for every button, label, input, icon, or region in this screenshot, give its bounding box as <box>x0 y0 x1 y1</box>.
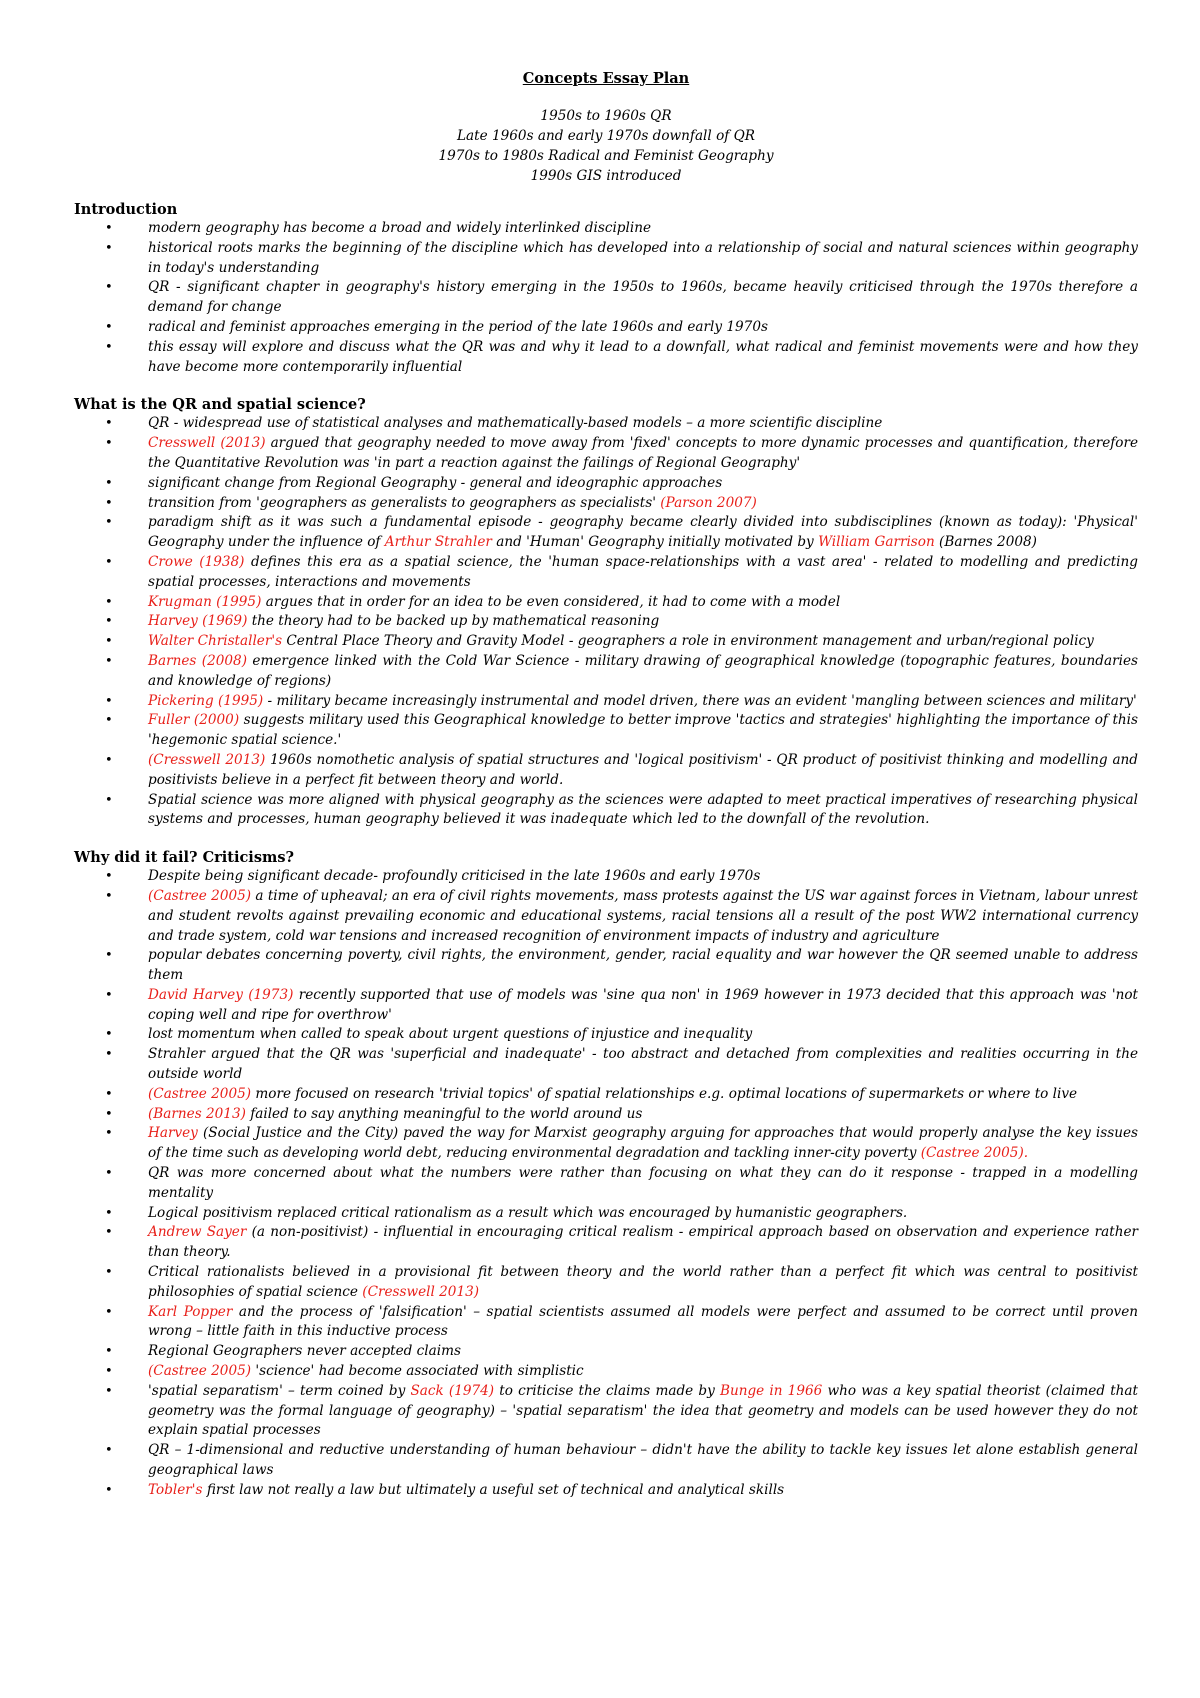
item-text: a time of upheaval; an era of civil rights movements, mass protests against the US war against forces in Vietnam, labour unrest and student revolts against prevailing economic and educational systems, racial tensions all a result of the post WW2 international currency and trade system, cold war tensions and increased recognition of environment impacts of industry and agriculture <box>148 887 1139 944</box>
bullet-icon: • <box>105 693 113 709</box>
item-text: (Social Justice and the City) paved the way for Marxist geography arguing for approaches that would properly analyse the key issues of the time such as developing world debt, reducing environmental degradation and tackling inner-city poverty <box>148 1125 1138 1162</box>
timeline-line: 1950s to 1960s QR <box>540 108 672 124</box>
item-text: recently supported that use of models was 'sine qua non' in 1969 however in 1973 decided that this approach was 'not coping well and ripe for overthrow' <box>148 986 1138 1023</box>
item-text: who was a key spatial theorist (claimed that geometry was the formal language of geography) – 'spatial separatism' the idea that geometry and models can be used however they do not explain spatial processes <box>148 1382 1138 1439</box>
list-item <box>74 887 1138 946</box>
list-item <box>74 1223 1138 1263</box>
bullet-icon: • <box>105 1126 113 1142</box>
bullet-icon: • <box>105 1364 113 1380</box>
list-item <box>74 612 1138 632</box>
list-item <box>74 791 1138 831</box>
list-item <box>74 1025 1138 1045</box>
bullet-icon: • <box>105 1047 113 1063</box>
timeline-line: Late 1960s and early 1970s downfall of QR <box>457 128 755 144</box>
item-text: failed to say anything meaningful to the world around us <box>245 1105 643 1122</box>
list-item <box>74 553 1138 593</box>
list-item <box>74 711 1138 751</box>
list-item <box>74 593 1138 613</box>
bullet-icon: • <box>105 948 113 964</box>
item-text: QR was more concerned about what the numbers were rather than focusing on what they can do it response - trapped in a modelling mentality <box>148 1165 1138 1201</box>
citation-text: Harvey <box>148 1125 198 1142</box>
item-text: popular debates concerning poverty, civil rights, the environment, gender, racial equality and war however the QR seemed unable to address them <box>148 947 1138 984</box>
list-item <box>74 692 1138 712</box>
list-item <box>74 946 1138 986</box>
list-item <box>74 1481 1138 1501</box>
item-text: transition from 'geographers as generalists to geographers as specialists' <box>148 494 661 511</box>
citation-text: Tobler's <box>148 1481 203 1498</box>
bullet-icon: • <box>105 1482 113 1498</box>
bullet-icon: • <box>105 1443 113 1459</box>
list-item <box>74 1342 1138 1362</box>
list-item <box>74 652 1138 692</box>
bullet-icon: • <box>105 280 113 296</box>
item-text: Regional Geographers never accepted claims <box>148 1343 461 1360</box>
list-item <box>74 867 1138 887</box>
bullet-icon: • <box>105 1106 113 1122</box>
citation-text: (Cresswell 2013) <box>362 1283 480 1300</box>
citation-text: Bunge in 1966 <box>719 1382 823 1399</box>
sections-container <box>74 200 1138 1501</box>
item-text: (Barnes 2008) <box>934 534 1037 551</box>
citation-text: (Castree 2005) <box>148 887 252 904</box>
bullet-icon: • <box>105 1344 113 1360</box>
timeline-line: 1970s to 1980s Radical and Feminist Geography <box>438 148 774 164</box>
item-text: Critical rationalists believed in a provisional fit between theory and the world rather than a perfect fit which was central to positivist philosophies of spatial science <box>148 1264 1138 1300</box>
list-item <box>74 986 1138 1026</box>
item-text: this essay will explore and discuss what the QR was and why it lead to a downfall, what radical and feminist movements were and how they have become more contemporarily influential <box>148 338 1138 375</box>
citation-text: (Parson 2007) <box>660 494 757 511</box>
citation-text: Karl Popper <box>148 1303 233 1320</box>
timeline-line: 1990s GIS introduced <box>530 168 682 184</box>
bullet-icon: • <box>105 221 113 236</box>
citation-text: Fuller (2000) <box>148 712 240 729</box>
citation-text: Walter Christaller's <box>148 633 283 650</box>
list-item <box>74 1105 1138 1125</box>
bullet-icon: • <box>105 653 113 669</box>
bullet-icon: • <box>105 1086 113 1102</box>
citation-text: Sack (1974) <box>410 1382 495 1399</box>
citation-text: (Barnes 2013) <box>148 1105 246 1122</box>
item-text: emergence linked with the Cold War Science - military drawing of geographical knowledge (topographic features, boundaries and knowledge of regions) <box>148 652 1138 689</box>
item-text: Central Place Theory and Gravity Model - geographers a role in environment management and urban/regional policy <box>282 633 1094 650</box>
item-text: to criticise the claims made by <box>494 1382 720 1399</box>
item-text: paradigm shift as it was such a fundamental episode - geography became clearly divided into subdisciplines (known as today): 'Physical' Geography under the influence of <box>148 514 1138 551</box>
bullet-list <box>74 219 1138 377</box>
item-text: Logical positivism replaced critical rationalism as a result which was encouraged by humanistic geographers. <box>148 1204 908 1221</box>
section-heading: Introduction <box>74 201 178 218</box>
bullet-icon: • <box>105 319 113 335</box>
item-text: argues that in order for an idea to be even considered, it had to come with a model <box>261 593 841 610</box>
bullet-icon: • <box>105 1304 113 1320</box>
item-text: QR - significant chapter in geography's history emerging in the 1950s to 1960s, became heavily criticised through the 1970s therefore a demand for change <box>148 279 1138 316</box>
list-item <box>74 1362 1138 1382</box>
bullet-icon: • <box>105 515 113 531</box>
item-text: modern geography has become a broad and widely interlinked discipline <box>148 220 651 236</box>
item-text: first law not really a law but ultimately a useful set of technical and analytical skills <box>202 1481 785 1498</box>
item-text: Strahler argued that the QR was 'superficial and inadequate' - too abstract and detached from complexities and realities occurring in the outside world <box>148 1046 1138 1083</box>
bullet-icon: • <box>105 614 113 630</box>
bullet-icon: • <box>105 554 113 570</box>
item-text: and the process of 'falsification' – spatial scientists assumed all models were perfect and assumed to be correct until proven wrong – little faith in this inductive process <box>148 1303 1138 1340</box>
bullet-icon: • <box>105 1166 113 1182</box>
timeline-block <box>74 106 1138 186</box>
item-text: suggests military used this Geographical knowledge to better improve 'tactics and strategies' highlighting the importance of this 'hegemonic spatial science.' <box>148 712 1138 749</box>
citation-text: Andrew Sayer <box>148 1224 247 1241</box>
citation-text: David Harvey (1973) <box>148 986 294 1003</box>
list-item <box>74 513 1138 553</box>
bullet-icon: • <box>105 752 113 768</box>
bullet-icon: • <box>105 339 113 355</box>
list-item <box>74 632 1138 652</box>
document-page <box>74 70 1138 1519</box>
item-text: Despite being significant decade- profoundly criticised in the late 1960s and early 1970s <box>148 868 761 885</box>
section-heading: What is the QR and spatial science? <box>74 396 366 414</box>
citation-text: Crowe (1938) <box>148 553 245 570</box>
section-heading: Why did it fail? Criticisms? <box>74 849 294 867</box>
list-item <box>74 1045 1138 1085</box>
list-item <box>74 1085 1138 1105</box>
bullet-icon: • <box>105 240 113 256</box>
bullet-icon: • <box>105 1225 113 1241</box>
list-item <box>74 474 1138 494</box>
item-text: historical roots marks the beginning of the discipline which has developed into a relationship of social and natural sciences within geography in today's understanding <box>148 239 1138 276</box>
section <box>74 848 1138 1501</box>
item-text: significant change from Regional Geography - general and ideographic approaches <box>148 474 723 491</box>
citation-text: (Castree 2005) <box>148 1363 252 1380</box>
item-text: - military became increasingly instrumental and model driven, there was an evident 'mangling between sciences and military' <box>263 692 1137 709</box>
bullet-icon: • <box>105 634 113 650</box>
bullet-icon: • <box>105 888 113 904</box>
bullet-list <box>74 414 1138 830</box>
item-text: argued that geography needed to move away from 'fixed' concepts to more dynamic processes and quantification, therefore the Quantitative Revolution was 'in part a reaction against the failings of Regional Geography' <box>148 435 1138 471</box>
list-item <box>74 338 1138 378</box>
item-text: 1960s nomothetic analysis of spatial structures and 'logical positivism' - QR product of positivist thinking and modelling and positivists believe in a perfect fit between theory and world. <box>148 751 1139 788</box>
bullet-icon: • <box>105 475 113 491</box>
citation-text: (Castree 2005). <box>920 1145 1029 1162</box>
item-text: QR – 1-dimensional and reductive understanding of human behaviour – didn't have the ability to tackle key issues let alone establish general geographical laws <box>148 1442 1138 1479</box>
citation-text: Cresswell (2013) <box>148 435 266 452</box>
list-item <box>74 1204 1138 1224</box>
item-text: 'spatial separatism' – term coined by <box>148 1382 411 1399</box>
section <box>74 200 1138 377</box>
list-item <box>74 1303 1138 1343</box>
list-item <box>74 751 1138 791</box>
bullet-icon: • <box>105 594 113 610</box>
list-item <box>74 219 1138 239</box>
citation-text: Krugman (1995) <box>148 593 262 610</box>
section <box>74 395 1138 830</box>
list-item <box>74 1124 1138 1164</box>
citation-text: Barnes (2008) <box>148 652 247 669</box>
citation-text: (Cresswell 2013) <box>148 751 266 768</box>
list-item <box>74 434 1138 474</box>
item-text: (a non-positivist) - influential in encouraging critical realism - empirical approach based on observation and experience rather than theory. <box>148 1224 1138 1261</box>
list-item <box>74 1382 1138 1441</box>
citation-text: William Garrison <box>818 534 935 551</box>
list-item <box>74 414 1138 434</box>
document-title: Concepts Essay Plan <box>522 70 690 87</box>
bullet-icon: • <box>105 792 113 808</box>
item-text: the theory had to be backed up by mathematical reasoning <box>247 613 660 630</box>
bullet-icon: • <box>105 713 113 729</box>
citation-text: Pickering (1995) <box>148 692 264 709</box>
bullet-icon: • <box>105 495 113 511</box>
item-text: QR - widespread use of statistical analyses and mathematically-based models – a more scientific discipline <box>148 415 883 432</box>
list-item <box>74 1164 1138 1204</box>
bullet-icon: • <box>105 1205 113 1221</box>
citation-text: Arthur Strahler <box>384 534 492 551</box>
bullet-list <box>74 867 1138 1501</box>
bullet-icon: • <box>105 987 113 1003</box>
citation-text: (Castree 2005) <box>148 1085 252 1102</box>
list-item <box>74 318 1138 338</box>
item-text: more focused on research 'trivial topics' of spatial relationships e.g. optimal locations of supermarkets or where to live <box>251 1085 1078 1102</box>
bullet-icon: • <box>105 416 113 432</box>
citation-text: Harvey (1969) <box>148 613 248 630</box>
item-text: radical and feminist approaches emerging in the period of the late 1960s and early 1970s <box>148 318 768 335</box>
list-item <box>74 239 1138 279</box>
bullet-icon: • <box>105 1027 113 1043</box>
bullet-icon: • <box>105 1265 113 1281</box>
list-item <box>74 1441 1138 1481</box>
item-text: 'science' had become associated with simplistic <box>251 1363 584 1380</box>
item-text: lost momentum when called to speak about urgent questions of injustice and inequality <box>148 1026 753 1043</box>
list-item <box>74 278 1138 318</box>
bullet-icon: • <box>105 436 113 452</box>
item-text: defines this era as a spatial science, the 'human space-relationships with a vast area' - related to modelling and predicting spatial processes, interactions and movements <box>148 553 1138 590</box>
item-text: and 'Human' Geography initially motivated by <box>491 534 819 551</box>
item-text: Spatial science was more aligned with physical geography as the sciences were adapted to meet practical imperatives of researching physical systems and processes, human geography believed it was inadequate which led to the downfall of the revolution. <box>148 791 1138 828</box>
list-item <box>74 1263 1138 1303</box>
bullet-icon: • <box>105 1383 113 1399</box>
list-item <box>74 494 1138 514</box>
bullet-icon: • <box>105 869 113 885</box>
